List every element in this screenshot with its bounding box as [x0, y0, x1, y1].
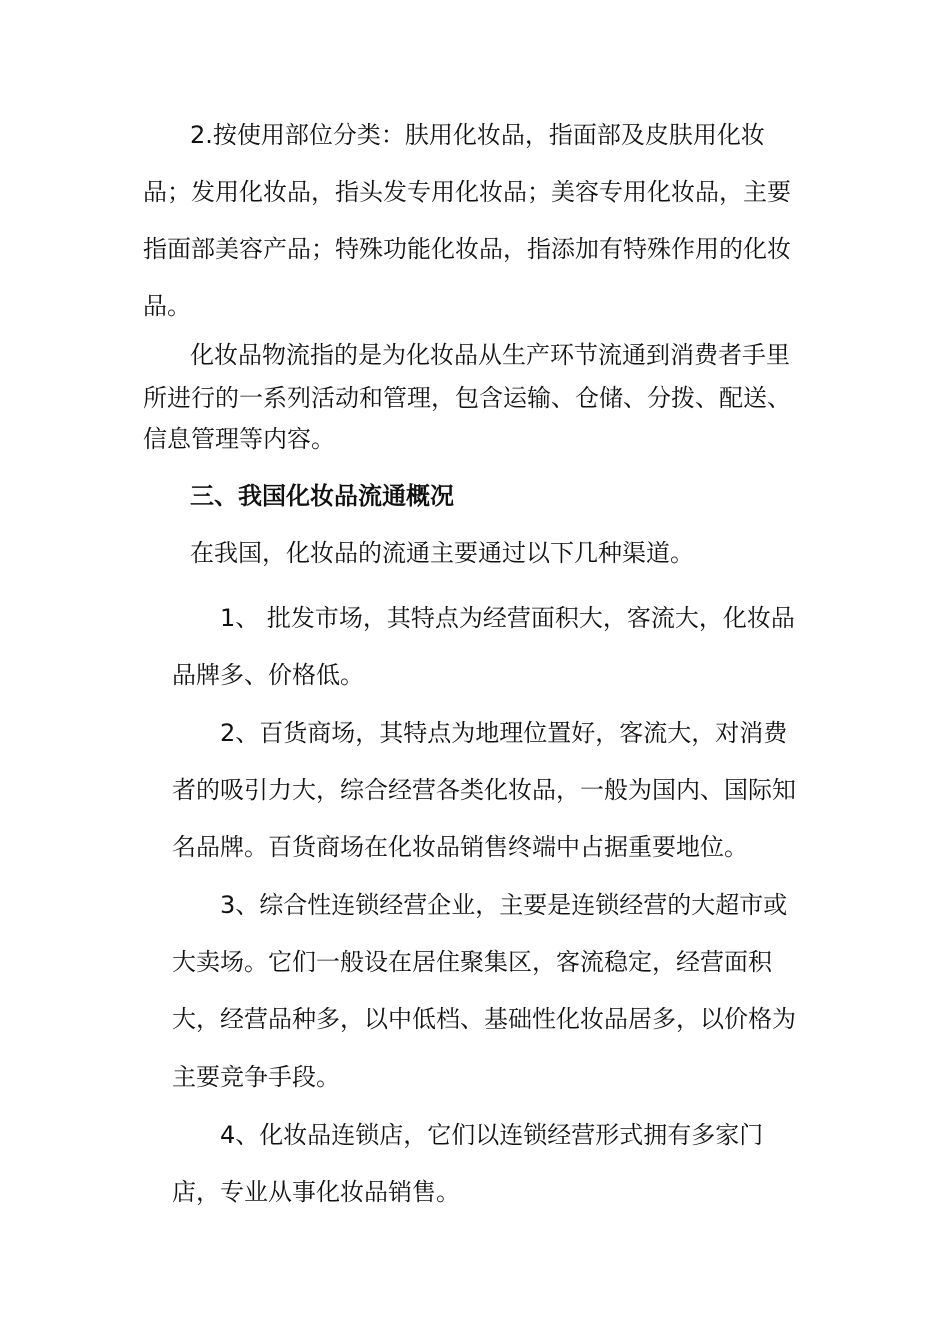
logistics-line-1: 化妆品物流指的是为化妆品从生产环节流通到消费者手里: [190, 341, 790, 369]
section-heading-3: 三、我国化妆品流通概况: [190, 482, 454, 510]
item-1-line-2: 品牌多、价格低。: [172, 661, 364, 689]
item-2-line-2: 者的吸引力大，综合经营各类化妆品，一般为国内、国际知: [172, 776, 796, 804]
classification-line-4: 品。: [143, 292, 191, 320]
item-2-line-3: 名品牌。百货商场在化妆品销售终端中占据重要地位。: [172, 833, 748, 861]
item-4-line-1: 4、化妆品连锁店，它们以连锁经营形式拥有多家门: [220, 1121, 764, 1149]
logistics-line-2: 所进行的一系列活动和管理，包含运输、仓储、分拨、配送、: [143, 384, 791, 412]
item-3-line-4: 主要竞争手段。: [172, 1063, 340, 1091]
item-3-line-1: 3、综合性连锁经营企业，主要是连锁经营的大超市或: [220, 891, 788, 919]
item-1-line-1: 1、 批发市场，其特点为经营面积大，客流大，化妆品: [220, 604, 795, 632]
item-3-line-3: 大，经营品种多，以中低档、基础性化妆品居多，以价格为: [172, 1005, 796, 1033]
classification-line-2: 品；发用化妆品，指头发专用化妆品；美容专用化妆品，主要: [143, 178, 791, 206]
item-4-line-2: 店，专业从事化妆品销售。: [172, 1178, 460, 1206]
classification-line-3: 指面部美容产品；特殊功能化妆品，指添加有特殊作用的化妆: [143, 235, 791, 263]
logistics-line-3: 信息管理等内容。: [143, 425, 335, 453]
classification-line-1: 2.按使用部位分类：肤用化妆品，指面部及皮肤用化妆: [190, 121, 765, 149]
item-3-line-2: 大卖场。它们一般设在居住聚集区，客流稳定，经营面积: [172, 948, 772, 976]
item-2-line-1: 2、百货商场，其特点为地理位置好，客流大，对消费: [220, 719, 788, 747]
intro-line: 在我国，化妆品的流通主要通过以下几种渠道。: [190, 539, 694, 567]
